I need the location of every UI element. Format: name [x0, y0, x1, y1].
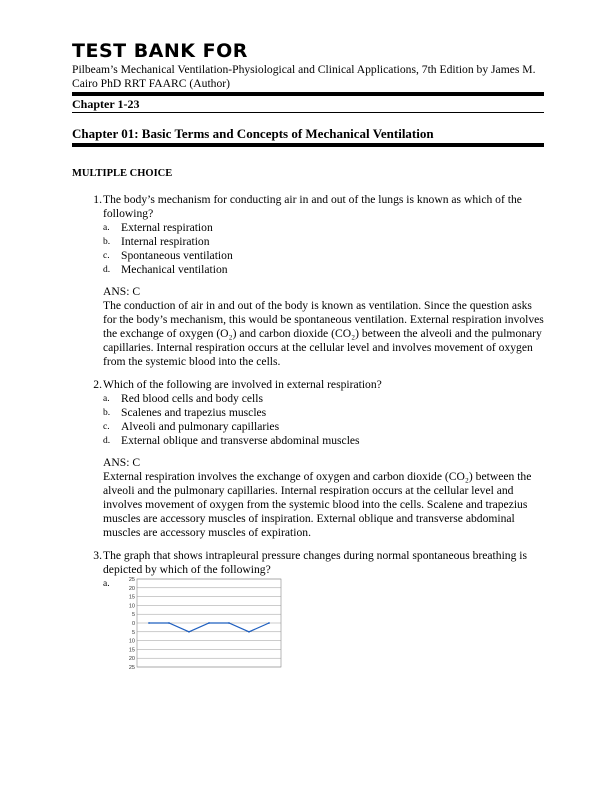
data-point	[168, 622, 170, 624]
question-text: The graph that shows intrapleural pressure changes during normal spontaneous breathing is depicted by which of the following?	[103, 549, 528, 576]
question-2	[88, 378, 544, 540]
question-text: Which of the following are involved in external respiration?	[103, 378, 382, 391]
option-letter: d.	[103, 265, 111, 275]
y-tick-label: 25	[128, 665, 135, 671]
y-tick-label: 15	[128, 647, 135, 654]
rationale: External respiration involves the exchange of oxygen and carbon dioxide (CO₂) between the alveoli and the pulmonary capillaries. Internal respiration occurs at the cellular level and involves movement of oxygen from the systemic blood into the cells. Scalene and trapezius muscles are accessory muscles of inspiration. External oblique and transverse abdominal muscles are accessory muscles of expiration.	[103, 470, 532, 539]
option-letter: c.	[103, 422, 110, 432]
y-tick-label: 5	[131, 612, 135, 619]
question-text: The body’s mechanism for conducting air in and out of the lungs is known as which of the following?	[103, 193, 522, 220]
y-tick-label: 25	[128, 577, 135, 583]
option-item	[103, 221, 544, 235]
data-point	[208, 622, 210, 624]
option-text: Scalenes and trapezius muscles	[121, 406, 267, 419]
y-tick-label: 10	[128, 603, 135, 610]
book-subtitle: Pilbeam’s Mechanical Ventilation-Physiological and Clinical Applications, 7th Edition by James M. Cairo PhD RRT FAARC (Author)	[72, 63, 536, 90]
data-point	[148, 622, 150, 624]
option-item	[103, 406, 544, 420]
option-text: Internal respiration	[121, 235, 210, 248]
option-text: Alveoli and pulmonary capillaries	[121, 420, 280, 433]
divider	[72, 92, 544, 96]
data-point	[248, 631, 250, 633]
option-item	[103, 434, 544, 448]
question-number: 3.	[93, 549, 102, 562]
intrapleural-pressure-chart	[123, 575, 283, 671]
option-item	[103, 235, 544, 249]
page-title: TEST BANK FOR	[72, 40, 248, 62]
option-text: External oblique and transverse abdominal muscles	[121, 434, 360, 447]
question-3	[88, 549, 544, 577]
option-text: External respiration	[121, 221, 213, 234]
option-text: Spontaneous ventilation	[121, 249, 233, 262]
option-list	[103, 392, 544, 448]
option-item	[103, 249, 544, 263]
y-tick-label: 20	[128, 585, 135, 592]
question-1	[88, 193, 544, 369]
option-list	[103, 221, 544, 277]
rationale: The conduction of air in and out of the body is known as ventilation. Since the question asks for the body’s mechanism, this would be spontaneous ventilation. External respiration involves the exchange of oxygen (O₂) and carbon dioxide (CO₂) between the alveoli and the pulmonary capillaries. Internal respiration occurs at the cellular level and involves movement of oxygen from the systemic blood into the cells.	[103, 299, 544, 368]
y-tick-label: 20	[128, 656, 135, 663]
chapter-title: Chapter 01: Basic Terms and Concepts of Mechanical Ventilation	[72, 126, 434, 141]
option-letter: a.	[103, 223, 110, 233]
data-point	[228, 622, 230, 624]
option-letter: b.	[103, 408, 111, 418]
chapter-range: Chapter 1-23	[72, 97, 140, 111]
option-text: Mechanical ventilation	[121, 263, 228, 276]
divider	[72, 112, 544, 113]
option-item	[103, 392, 544, 406]
option-letter: a.	[103, 394, 110, 404]
y-tick-label: 5	[131, 629, 135, 636]
option-item	[103, 420, 544, 434]
y-tick-label: 0	[131, 621, 135, 627]
divider	[72, 143, 544, 147]
question-number: 2.	[93, 378, 102, 391]
series-line	[149, 623, 269, 632]
y-tick-label: 10	[128, 638, 135, 645]
option-letter: d.	[103, 436, 111, 446]
option-letter: c.	[103, 251, 110, 261]
option-item	[103, 263, 544, 277]
answer-key: ANS: C	[103, 285, 141, 298]
section-label: MULTIPLE CHOICE	[72, 168, 173, 179]
option-text: Red blood cells and body cells	[121, 392, 263, 405]
data-point	[268, 622, 270, 624]
answer-key: ANS: C	[103, 456, 141, 469]
y-tick-label: 15	[128, 594, 135, 601]
data-point	[188, 631, 190, 633]
question-number: 1.	[93, 193, 102, 206]
figure-option-letter: a.	[103, 579, 110, 589]
option-letter: b.	[103, 237, 111, 247]
